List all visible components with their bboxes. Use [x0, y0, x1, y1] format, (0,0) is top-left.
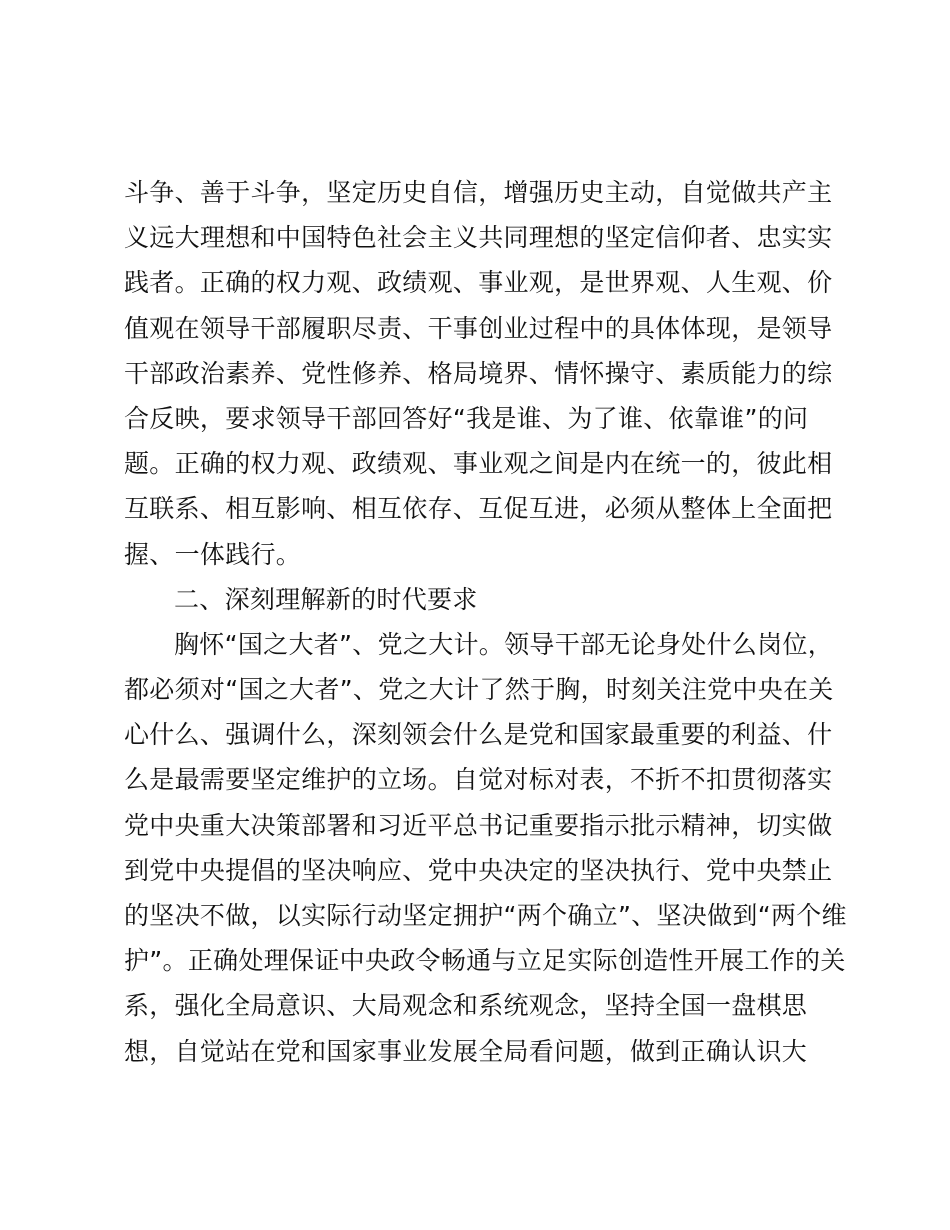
- text-line: 互联系、相互影响、相互依存、互促互进，必须从整体上全面把: [124, 494, 833, 524]
- text-line: 党中央重大决策部署和习近平总书记重要指示批示精神，切实做: [124, 810, 833, 840]
- text-line: 系，强化全局意识、大局观念和系统观念，坚持全国一盘棋思: [124, 991, 808, 1021]
- text-line: 心什么、强调什么，深刻领会什么是党和国家最重要的利益、什: [124, 720, 833, 750]
- text-line: 践者。正确的权力观、政绩观、事业观，是世界观、人生观、价: [124, 268, 833, 298]
- text-line: 护”。正确处理保证中央政令畅通与立足实际创造性开展工作的关: [124, 946, 846, 976]
- text-line: 到党中央提倡的坚决响应、党中央决定的坚决执行、党中央禁止: [124, 855, 833, 885]
- text-line: 干部政治素养、党性修养、格局境界、情怀操守、素质能力的综: [124, 358, 833, 388]
- text-line: 握、一体践行。: [124, 539, 302, 569]
- text-line: 值观在领导干部履职尽责、干事创业过程中的具体体现，是领导: [124, 313, 833, 343]
- text-line: 斗争、善于斗争，坚定历史自信，增强历史主动，自觉做共产主: [124, 178, 833, 207]
- text-line: 题。正确的权力观、政绩观、事业观之间是内在统一的，彼此相: [124, 449, 833, 479]
- text-line: 合反映，要求领导干部回答好“我是谁、为了谁、依靠谁”的问: [124, 403, 809, 433]
- text-line: 么是最需要坚定维护的立场。自觉对标对表，不折不扣贯彻落实: [124, 765, 833, 795]
- body-text: [124, 170, 847, 1074]
- text-line: 义远大理想和中国特色社会主义共同理想的坚定信仰者、忠实实: [124, 223, 833, 253]
- text-line: 都必须对“国之大者”、党之大计了然于胸，时刻关注党中央在关: [124, 675, 834, 705]
- text-line: 想，自觉站在党和国家事业发展全局看问题，做到正确认识大: [124, 1036, 808, 1066]
- paragraph-first-line: 胸怀“国之大者”、党之大计。领导干部无论身处什么岗位，: [174, 629, 834, 659]
- text-line: 的坚决不做，以实际行动坚定拥护“两个确立”、坚决做到“两个维: [124, 901, 847, 930]
- section-heading: 二、深刻理解新的时代要求: [174, 584, 478, 614]
